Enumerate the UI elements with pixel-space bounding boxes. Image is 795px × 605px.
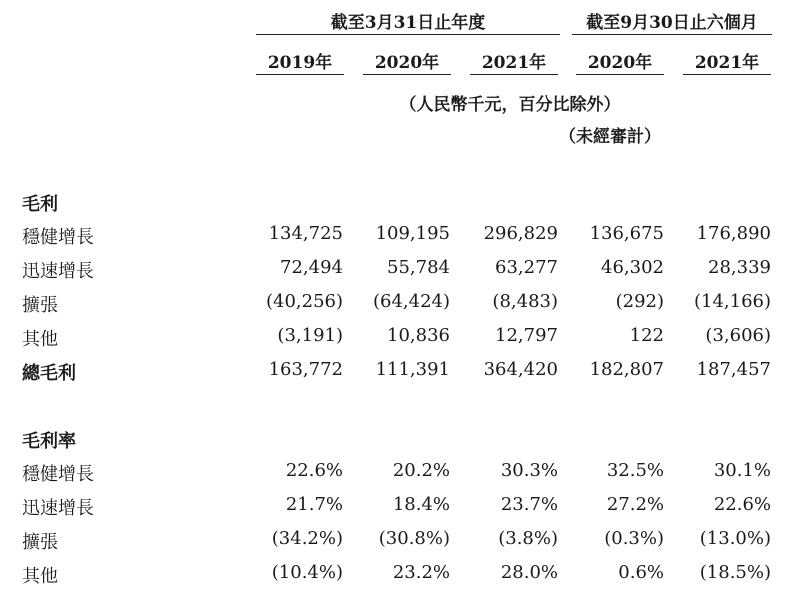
table-cell: 72,494 [280, 257, 343, 278]
table-cell: 0.6% [618, 562, 664, 583]
row-label: 迅速增長 [22, 261, 94, 282]
table-cell: (10.4%) [271, 562, 343, 583]
table-cell: (292) [615, 291, 664, 312]
year-header-rule [576, 74, 664, 75]
table-cell: 296,829 [483, 223, 558, 244]
table-cell: 176,890 [696, 223, 771, 244]
section-title-gross-margin: 毛利率 [22, 431, 76, 452]
table-cell: 27.2% [606, 494, 664, 515]
year-header-rule [256, 74, 344, 75]
table-cell: 46,302 [601, 257, 664, 278]
table-cell: (3,606) [705, 325, 771, 346]
table-cell: 134,725 [268, 223, 343, 244]
row-label: 擴張 [22, 295, 58, 316]
table-cell: 111,391 [375, 359, 450, 380]
unaudited-note: （未經審計） [559, 127, 661, 147]
table-cell: 23.2% [392, 562, 450, 583]
table-cell: 30.1% [713, 460, 771, 481]
row-label: 其他 [22, 329, 58, 350]
table-cell: 22.6% [285, 460, 343, 481]
table-cell: (40,256) [265, 291, 343, 312]
table-cell: 12,797 [495, 325, 558, 346]
table-cell: (64,424) [372, 291, 450, 312]
row-label: 總毛利 [22, 363, 76, 384]
table-cell: 55,784 [387, 257, 450, 278]
row-label: 迅速增長 [22, 498, 94, 519]
table-cell: (13.0%) [699, 528, 771, 549]
table-cell: (3,191) [277, 325, 343, 346]
table-cell: 32.5% [606, 460, 664, 481]
table-cell: 163,772 [268, 359, 343, 380]
table-cell: 122 [629, 325, 664, 346]
table-cell: 136,675 [589, 223, 664, 244]
table-cell: 18.4% [392, 494, 450, 515]
table-cell: 21.7% [285, 494, 343, 515]
table-cell: (18.5%) [699, 562, 771, 583]
table-cell: 10,836 [387, 325, 450, 346]
table-cell: 364,420 [483, 359, 558, 380]
year-header: 2021年 [481, 53, 547, 73]
group-header-six-months-rule [572, 34, 772, 35]
group-header-fiscal-year-rule [256, 34, 560, 35]
year-header: 2021年 [694, 53, 760, 73]
row-label: 穩健增長 [22, 227, 94, 248]
table-cell: 182,807 [589, 359, 664, 380]
year-header-rule [363, 74, 451, 75]
row-label: 其他 [22, 566, 58, 587]
table-cell: 22.6% [713, 494, 771, 515]
year-header: 2019年 [267, 53, 333, 73]
table-cell: 28.0% [500, 562, 558, 583]
table-cell: 28,339 [708, 257, 771, 278]
table-cell: 63,277 [495, 257, 558, 278]
table-cell: 20.2% [392, 460, 450, 481]
group-header-fiscal-year: 截至3月31日止年度 [330, 13, 486, 33]
table-cell: (8,483) [492, 291, 558, 312]
table-cell: 109,195 [375, 223, 450, 244]
table-cell: (34.2%) [271, 528, 343, 549]
group-header-six-months: 截至9月30日止六個月 [586, 13, 758, 33]
table-cell: 187,457 [696, 359, 771, 380]
row-label: 擴張 [22, 532, 58, 553]
table-cell: 30.3% [500, 460, 558, 481]
table-cell: (14,166) [693, 291, 771, 312]
section-title-gross-profit: 毛利 [22, 194, 58, 215]
year-header-rule [683, 74, 771, 75]
unit-note: （人民幣千元，百分比除外） [399, 95, 621, 115]
year-header-rule [470, 74, 558, 75]
year-header: 2020年 [587, 53, 653, 73]
table-cell: 23.7% [500, 494, 558, 515]
table-cell: (30.8%) [378, 528, 450, 549]
table-cell: (0.3%) [604, 528, 664, 549]
row-label: 穩健增長 [22, 464, 94, 485]
year-header: 2020年 [374, 53, 440, 73]
table-cell: (3.8%) [498, 528, 558, 549]
